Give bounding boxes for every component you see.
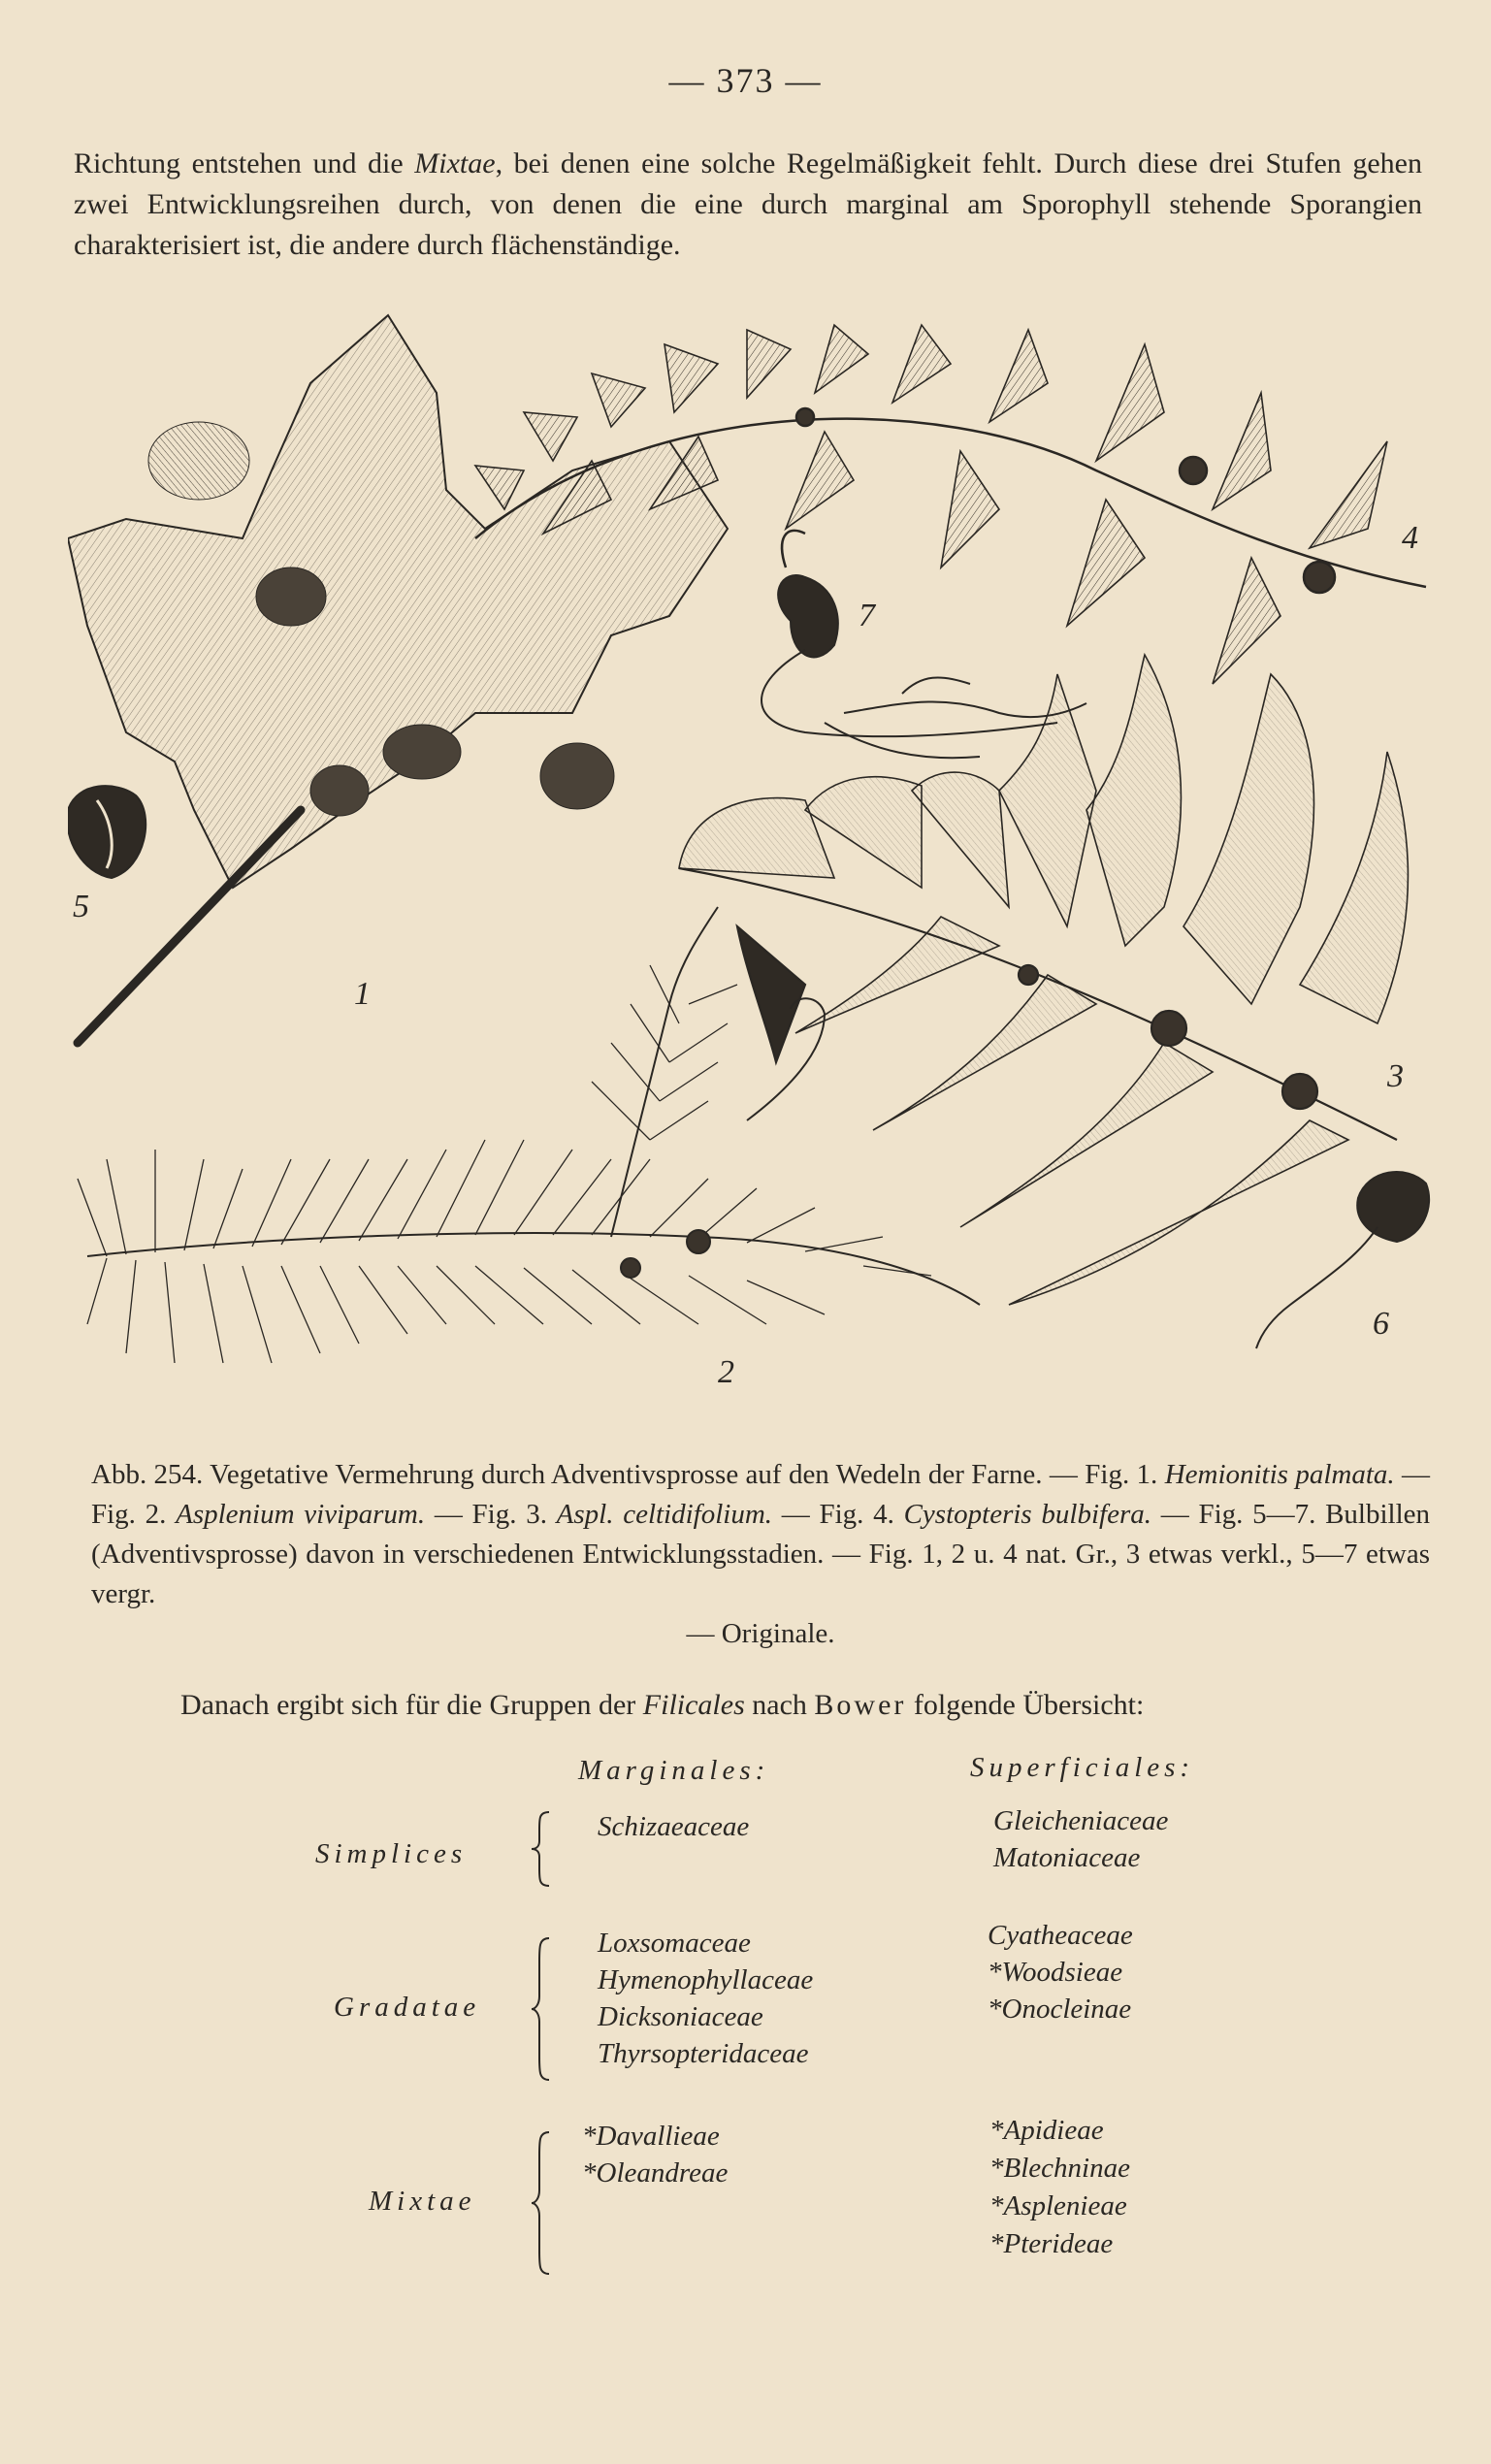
mixtae-superficiales-2: *Asplenieae — [989, 2190, 1127, 2221]
gradatae-superficiales-2: *Onocleinae — [988, 1994, 1132, 2025]
group-simplices: Simplices — [315, 1838, 468, 1869]
column-header-superficiales: Superficiales: — [970, 1752, 1195, 1783]
brace-mixtae — [530, 2130, 553, 2276]
gradatae-marginales-1: Hymenophyllaceae — [598, 1964, 814, 1995]
group-mixtae: Mixtae — [369, 2186, 476, 2217]
fig5-bulbil — [68, 786, 146, 878]
intro-part2: nach — [744, 1689, 815, 1721]
fig-label-5: 5 — [73, 889, 89, 924]
caption-s3: — Fig. 3. — [425, 1499, 557, 1530]
intro-bower: Bower — [814, 1689, 907, 1721]
fig-label-6: 6 — [1373, 1306, 1389, 1342]
brace-simplices — [530, 1810, 553, 1888]
group-gradatae: Gradatae — [334, 1992, 481, 2023]
body-text-part1: Richtung entstehen und die — [74, 147, 415, 179]
caption-s4: — Fig. 4. — [772, 1499, 904, 1530]
caption-s1: Abb. 254. Vegetative Vermehrung durch Adventivsprosse auf den Wedeln der Farne. — Fig. 1. — [91, 1459, 1165, 1490]
fig-label-2: 2 — [718, 1354, 734, 1390]
gradatae-superficiales-1: *Woodsieae — [988, 1957, 1123, 1988]
intro-part1: Danach ergibt sich für die Gruppen der — [180, 1689, 643, 1721]
fig6-bulbil — [1256, 1172, 1429, 1348]
simplices-superficiales-1: Matoniaceae — [993, 1842, 1141, 1873]
caption-species-4: Cystopteris bulbifera. — [903, 1499, 1152, 1530]
simplices-superficiales-0: Gleicheniaceae — [993, 1805, 1169, 1836]
mixtae-superficiales-3: *Pterideae — [989, 2228, 1114, 2259]
fig-label-7: 7 — [859, 598, 875, 633]
mixtae-marginales-0: *Davallieae — [582, 2121, 720, 2152]
brace-gradatae — [530, 1936, 553, 2082]
caption-s6: — Originale. — [686, 1618, 835, 1649]
gradatae-superficiales-0: Cyatheaceae — [988, 1920, 1133, 1951]
simplices-marginales-0: Schizaeaceae — [598, 1811, 750, 1842]
gradatae-marginales-2: Dicksoniaceae — [598, 2001, 763, 2032]
column-header-marginales: Marginales: — [578, 1755, 770, 1786]
caption-s5: — Fig. 5—7. Bulbillen (Adventivsprosse) davon in verschiedenen Entwicklungsstadien. — Fig. 1, 2 u. 4 nat. Gr., 3 etwas verkl., 5—7 etwas vergr. — [91, 1499, 1431, 1609]
body-text-part2: , bei denen eine solche Regelmäßigkeit fehlt. Durch diese drei Stufen gehen zwei Entwicklungsreihen durch, von denen die eine durch marginal am Sporophyll stehende Sporangien charakterisiert ist, die andere durch flächenständige. — [74, 147, 1423, 261]
gradatae-marginales-3: Thyrsopteridaceae — [598, 2038, 809, 2069]
figure-caption — [91, 1455, 1430, 1654]
fig7-bulbil-with-roots — [762, 531, 1086, 758]
intro-filicales: Filicales — [642, 1689, 745, 1721]
gradatae-marginales-0: Loxsomaceae — [598, 1928, 751, 1959]
body-paragraph — [74, 144, 1422, 266]
mixtae-marginales-1: *Oleandreae — [582, 2157, 729, 2188]
fig3-asplenium-frond — [679, 655, 1408, 1305]
mixtae-superficiales-1: *Blechninae — [989, 2153, 1130, 2184]
fig-label-4: 4 — [1402, 520, 1418, 556]
intro-sentence — [180, 1686, 1432, 1725]
intro-part3: folgende Übersicht: — [906, 1689, 1145, 1721]
caption-species-3: Aspl. celtidifolium. — [556, 1499, 773, 1530]
mixtae-superficiales-0: *Apidieae — [989, 2115, 1104, 2146]
fig2-asplenium-viviparum — [78, 907, 980, 1363]
caption-species-2: Asplenium viviparum. — [176, 1499, 426, 1530]
fig-label-1: 1 — [354, 976, 371, 1012]
body-text-mixtae: Mixtae — [414, 147, 496, 179]
page-number: — 373 — — [668, 61, 823, 100]
caption-s2: — Fig. 2. — [91, 1459, 1431, 1530]
fig-label-3: 3 — [1387, 1058, 1404, 1094]
fern-illustration — [68, 306, 1436, 1421]
caption-species-1: Hemionitis palmata. — [1164, 1459, 1395, 1490]
